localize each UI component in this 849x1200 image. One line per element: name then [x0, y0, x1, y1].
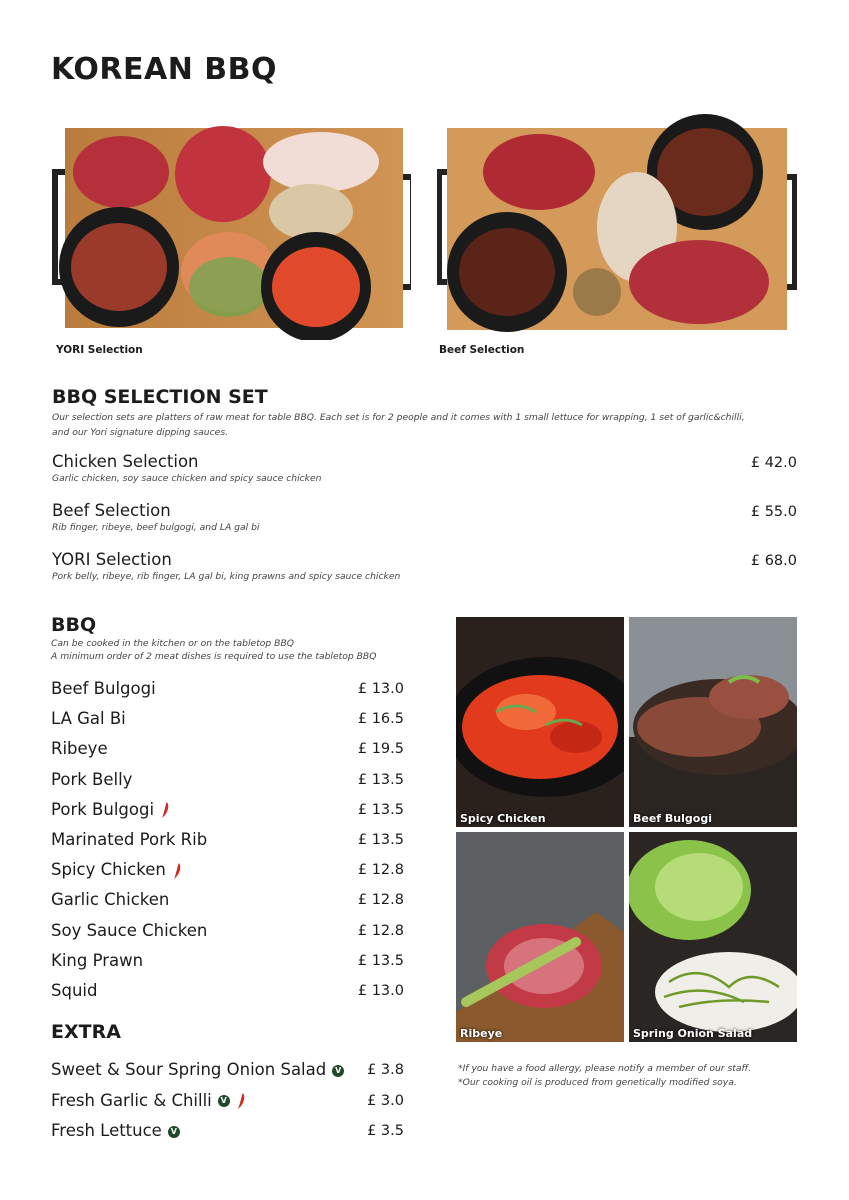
- note-line: Can be cooked in the kitchen or on the tabletop BBQ: [51, 638, 295, 649]
- item-price: £ 13.5: [357, 832, 404, 848]
- chili-pepper-icon: [236, 1092, 246, 1110]
- item-name: [51, 1060, 344, 1079]
- item-name: [51, 679, 156, 698]
- item-name: [51, 1121, 180, 1140]
- item-price: £ 16.5: [357, 711, 404, 728]
- item-name: [51, 830, 207, 849]
- photo-tile-label: Ribeye: [460, 1027, 503, 1040]
- photo-tile-label: Beef Bulgogi: [633, 812, 712, 825]
- item-name: [51, 800, 170, 820]
- footnote: *Our cooking oil is produced from genetically modified soya.: [458, 1077, 737, 1088]
- section-heading-selection-set: BBQ SELECTION SET: [52, 386, 268, 408]
- item-price: £ 3.5: [367, 1123, 404, 1139]
- item-price: £ 13.5: [357, 801, 404, 818]
- item-name: Chicken Selection: [52, 452, 199, 471]
- item-name-text: Squid: [51, 981, 98, 1000]
- bbq-menu-item: [51, 890, 404, 914]
- bbq-menu-item: [51, 739, 404, 763]
- bbq-menu-item: [51, 770, 404, 794]
- item-description: Pork belly, ribeye, rib finger, LA gal bi, king prawns and spicy sauce chicken: [52, 571, 401, 582]
- beef-selection-platter-photo: [437, 112, 797, 340]
- page-title: KOREAN BBQ: [51, 52, 278, 87]
- yori-selection-platter-photo: [51, 112, 411, 340]
- item-name: [51, 739, 108, 758]
- chili-pepper-icon: [172, 862, 182, 880]
- section-heading-bbq: BBQ: [51, 614, 97, 636]
- bbq-menu-item: [51, 951, 404, 975]
- selection-item: [52, 501, 797, 533]
- note-line: and our Yori signature dipping sauces.: [52, 427, 229, 438]
- hero-caption: Beef Selection: [439, 344, 525, 356]
- item-price: £ 3.8: [367, 1062, 404, 1078]
- beef-bulgogi-photo: [629, 617, 797, 827]
- vegan-icon: V: [218, 1095, 230, 1107]
- item-name-text: Soy Sauce Chicken: [51, 920, 208, 940]
- ribeye-photo: [456, 832, 624, 1042]
- item-name-text: Pork Belly: [51, 769, 133, 789]
- bbq-menu-item: [51, 860, 404, 884]
- item-price: £ 13.0: [357, 983, 404, 999]
- item-price: £ 13.5: [357, 771, 404, 788]
- item-name: Beef Selection: [52, 501, 171, 520]
- vegan-icon: V: [168, 1126, 180, 1138]
- item-name: [51, 981, 97, 1000]
- item-price: £ 12.8: [357, 922, 404, 939]
- item-description: Rib finger, ribeye, beef bulgogi, and LA gal bi: [52, 522, 260, 533]
- item-name: [51, 1091, 246, 1111]
- photo-tile-label: Spicy Chicken: [460, 812, 546, 825]
- item-name-text: LA Gal Bi: [51, 709, 126, 729]
- bbq-menu-item: [51, 830, 404, 854]
- item-price: £ 68.0: [750, 553, 797, 569]
- item-name-text: Spicy Chicken: [51, 860, 166, 880]
- bbq-note: [51, 637, 376, 663]
- extra-menu-item: [51, 1091, 404, 1115]
- note-line: A minimum order of 2 meat dishes is required to use the tabletop BBQ: [51, 651, 377, 662]
- bbq-menu-item: [51, 921, 404, 945]
- item-name-text: Garlic Chicken: [51, 890, 170, 910]
- spicy-chicken-photo: [456, 617, 624, 827]
- photo-tile-label: Spring Onion Salad: [633, 1027, 753, 1040]
- item-price: £ 12.8: [357, 862, 404, 879]
- bbq-menu-item: [51, 679, 404, 703]
- extra-menu-item: [51, 1060, 404, 1084]
- item-name: [51, 860, 182, 880]
- item-price: £ 13.5: [357, 952, 404, 969]
- selection-item: [52, 452, 797, 484]
- item-price: £ 42.0: [750, 455, 797, 471]
- item-name-text: Ribeye: [51, 739, 108, 759]
- item-price: £ 19.5: [357, 741, 404, 758]
- bbq-menu-item: [51, 800, 404, 824]
- item-name-text: Pork Bulgogi: [51, 799, 155, 819]
- item-name-text: Sweet & Sour Spring Onion Salad: [51, 1060, 327, 1079]
- footnote: *If you have a food allergy, please notify a member of our staff.: [458, 1063, 752, 1074]
- chili-pepper-icon: [160, 801, 170, 819]
- item-name: YORI Selection: [52, 550, 172, 569]
- item-name-text: Fresh Garlic & Chilli: [51, 1090, 212, 1110]
- item-name: [51, 951, 143, 970]
- item-name: [51, 890, 169, 909]
- spring-onion-salad-photo: [629, 832, 797, 1042]
- item-price: £ 3.0: [367, 1092, 404, 1109]
- selection-set-note: [52, 410, 812, 440]
- bbq-menu-item: [51, 709, 404, 733]
- item-name: [51, 921, 207, 940]
- note-line: Our selection sets are platters of raw meat for table BBQ. Each set is for 2 people and it comes with 1 small lettuce for wrapping, 1 set of garlic&chilli,: [52, 412, 745, 423]
- item-description: Garlic chicken, soy sauce chicken and spicy sauce chicken: [52, 473, 322, 484]
- selection-item: [52, 550, 797, 582]
- item-name: [51, 709, 126, 728]
- section-heading-extra: EXTRA: [51, 1021, 121, 1043]
- item-name-text: King Prawn: [51, 950, 144, 970]
- vegan-icon: V: [332, 1065, 344, 1077]
- item-name-text: Fresh Lettuce: [51, 1121, 162, 1140]
- item-name-text: Beef Bulgogi: [51, 679, 156, 698]
- allergy-footnotes: [458, 1062, 751, 1090]
- item-price: £ 12.8: [357, 892, 404, 909]
- item-price: £ 13.0: [357, 681, 404, 697]
- item-name-text: Marinated Pork Rib: [51, 830, 208, 849]
- hero-caption: YORI Selection: [56, 344, 143, 356]
- item-price: £ 55.0: [750, 504, 797, 520]
- bbq-menu-item: [51, 981, 404, 1005]
- extra-menu-item: [51, 1121, 404, 1145]
- item-name: [51, 770, 132, 789]
